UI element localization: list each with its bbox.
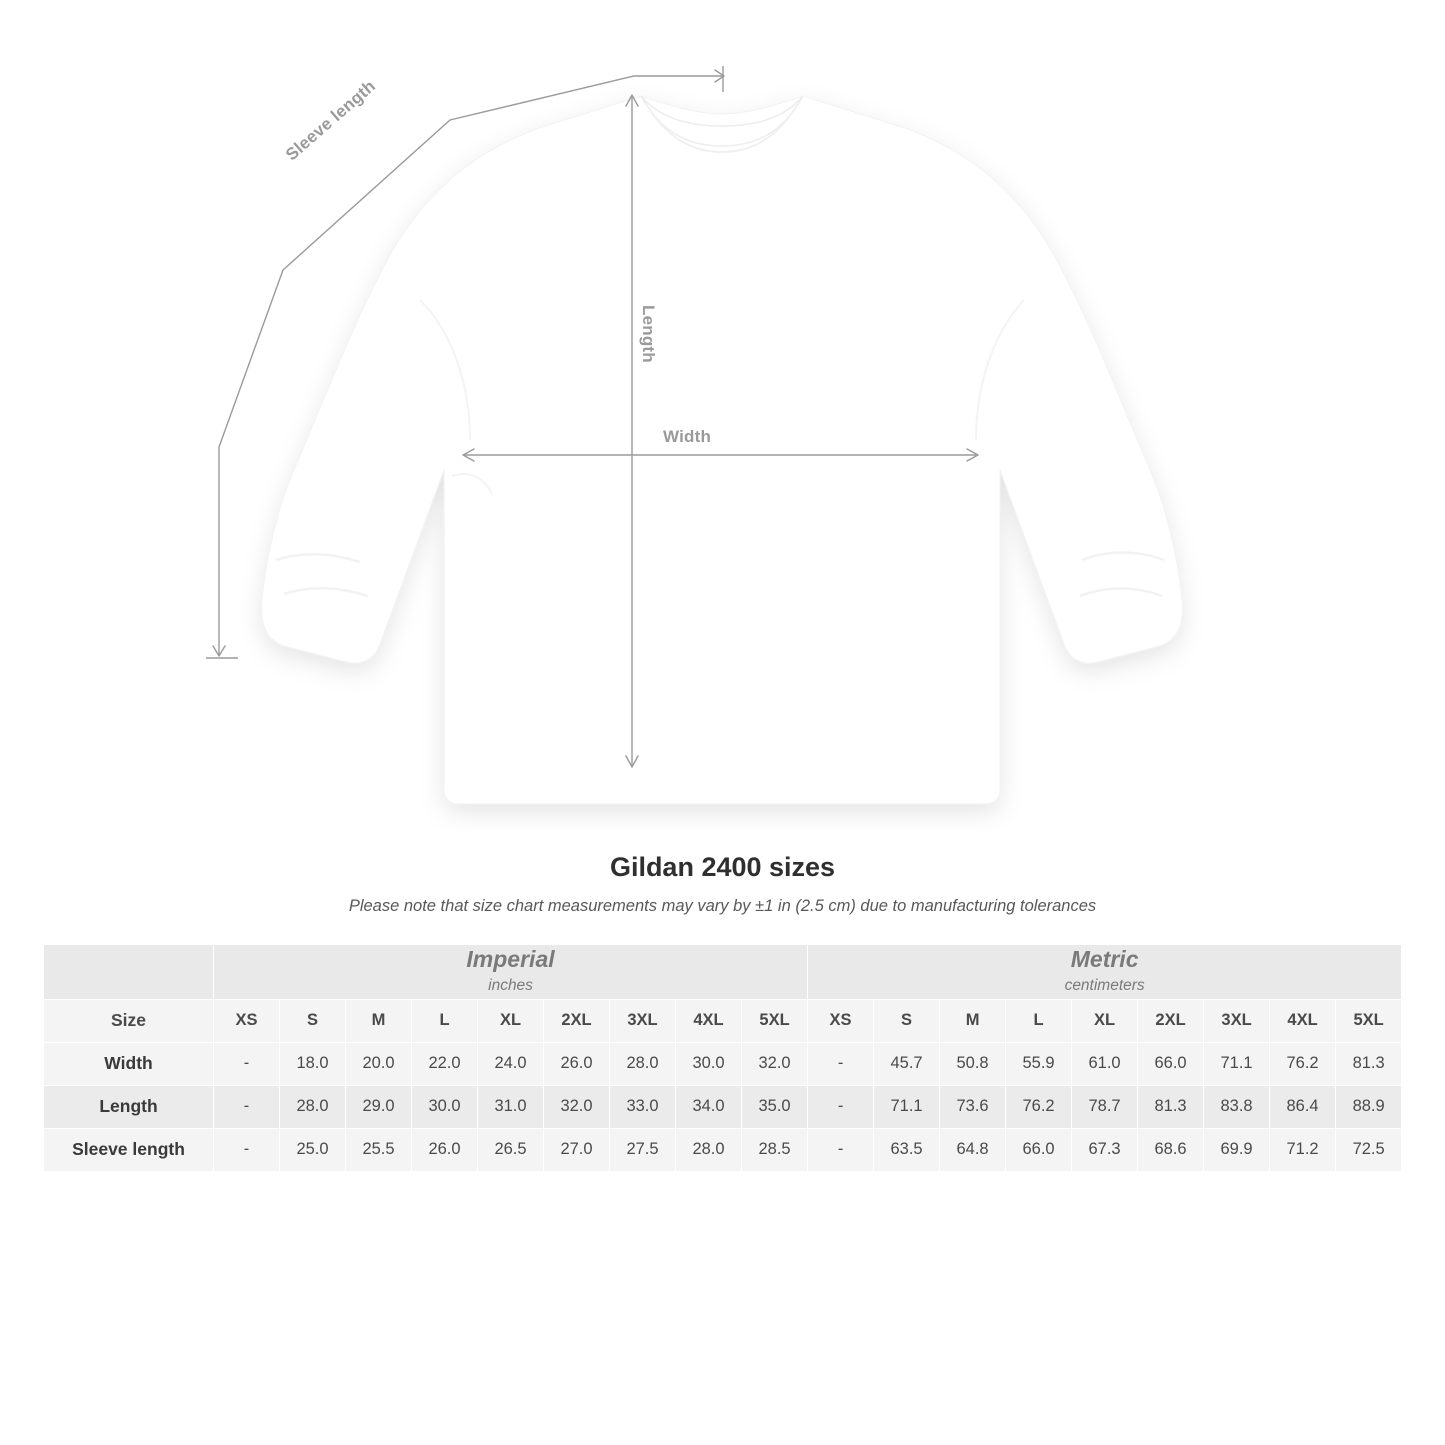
col-header-metric-xl: XL	[1072, 999, 1138, 1042]
cell-width-imperial-xl: 24.0	[478, 1042, 544, 1085]
cell-length-metric-l: 76.2	[1006, 1085, 1072, 1128]
col-header-imperial-xl: XL	[478, 999, 544, 1042]
cell-sleeve-metric-5xl: 72.5	[1336, 1128, 1402, 1171]
cell-width-imperial-xs: -	[214, 1042, 280, 1085]
col-header-metric-3xl: 3XL	[1204, 999, 1270, 1042]
cell-length-metric-m: 73.6	[940, 1085, 1006, 1128]
cell-width-metric-3xl: 71.1	[1204, 1042, 1270, 1085]
size-table-wrapper	[43, 944, 1402, 1172]
cell-sleeve-imperial-3xl: 27.5	[610, 1128, 676, 1171]
col-header-metric-4xl: 4XL	[1270, 999, 1336, 1042]
cell-sleeve-imperial-5xl: 28.5	[742, 1128, 808, 1171]
cell-width-metric-s: 45.7	[874, 1042, 940, 1085]
cell-length-metric-xs: -	[808, 1085, 874, 1128]
cell-width-metric-2xl: 66.0	[1138, 1042, 1204, 1085]
col-header-imperial-s: S	[280, 999, 346, 1042]
cell-width-metric-xs: -	[808, 1042, 874, 1085]
col-header-imperial-2xl: 2XL	[544, 999, 610, 1042]
cell-sleeve-imperial-xl: 26.5	[478, 1128, 544, 1171]
col-header-metric-m: M	[940, 999, 1006, 1042]
cell-length-metric-3xl: 83.8	[1204, 1085, 1270, 1128]
cell-sleeve-metric-2xl: 68.6	[1138, 1128, 1204, 1171]
cell-length-imperial-4xl: 34.0	[676, 1085, 742, 1128]
col-header-imperial-3xl: 3XL	[610, 999, 676, 1042]
cell-width-imperial-5xl: 32.0	[742, 1042, 808, 1085]
cell-length-metric-5xl: 88.9	[1336, 1085, 1402, 1128]
table-row	[44, 1085, 1402, 1128]
cell-sleeve-imperial-4xl: 28.0	[676, 1128, 742, 1171]
page-title: Gildan 2400 sizes	[609, 852, 836, 882]
cell-width-metric-5xl: 81.3	[1336, 1042, 1402, 1085]
length-label: Length	[639, 305, 658, 363]
sleeve-length-label: Sleeve length	[282, 76, 380, 165]
cell-sleeve-metric-xs: -	[808, 1128, 874, 1171]
cell-length-imperial-s: 28.0	[280, 1085, 346, 1128]
col-header-metric-2xl: 2XL	[1138, 999, 1204, 1042]
cell-length-imperial-xs: -	[214, 1085, 280, 1128]
cell-width-metric-xl: 61.0	[1072, 1042, 1138, 1085]
cell-sleeve-imperial-2xl: 27.0	[544, 1128, 610, 1171]
col-header-imperial-xs: XS	[214, 999, 280, 1042]
cell-length-metric-2xl: 81.3	[1138, 1085, 1204, 1128]
cell-sleeve-metric-l: 66.0	[1006, 1128, 1072, 1171]
col-header-metric-5xl: 5XL	[1336, 999, 1402, 1042]
unit-metric	[808, 945, 1402, 1000]
cell-length-imperial-l: 30.0	[412, 1085, 478, 1128]
title-block	[0, 852, 1445, 916]
cell-length-imperial-5xl: 35.0	[742, 1085, 808, 1128]
row-header-sleeve-length: Sleeve length	[44, 1128, 214, 1171]
cell-sleeve-imperial-s: 25.0	[280, 1128, 346, 1171]
shirt-shape	[262, 96, 1183, 804]
width-label: Width	[663, 427, 712, 446]
cell-length-metric-4xl: 86.4	[1270, 1085, 1336, 1128]
cell-width-imperial-m: 20.0	[346, 1042, 412, 1085]
cell-width-imperial-s: 18.0	[280, 1042, 346, 1085]
cell-sleeve-metric-s: 63.5	[874, 1128, 940, 1171]
cell-sleeve-metric-3xl: 69.9	[1204, 1128, 1270, 1171]
cell-width-metric-l: 55.9	[1006, 1042, 1072, 1085]
cell-length-imperial-3xl: 33.0	[610, 1085, 676, 1128]
cell-width-imperial-4xl: 30.0	[676, 1042, 742, 1085]
cell-sleeve-metric-xl: 67.3	[1072, 1128, 1138, 1171]
cell-length-imperial-2xl: 32.0	[544, 1085, 610, 1128]
col-header-metric-s: S	[874, 999, 940, 1042]
unit-metric-name: Metric	[1070, 946, 1139, 972]
column-header-size: Size	[44, 999, 214, 1042]
cell-sleeve-imperial-l: 26.0	[412, 1128, 478, 1171]
cell-sleeve-imperial-m: 25.5	[346, 1128, 412, 1171]
cell-length-metric-s: 71.1	[874, 1085, 940, 1128]
cell-sleeve-metric-m: 64.8	[940, 1128, 1006, 1171]
cell-width-imperial-l: 22.0	[412, 1042, 478, 1085]
unit-imperial-name: Imperial	[466, 946, 555, 972]
col-header-imperial-4xl: 4XL	[676, 999, 742, 1042]
unit-imperial	[214, 945, 808, 1000]
cell-width-metric-4xl: 76.2	[1270, 1042, 1336, 1085]
size-table	[43, 944, 1402, 1172]
unit-imperial-sub: inches	[488, 976, 533, 994]
unit-spacer	[44, 945, 214, 1000]
cell-length-imperial-xl: 31.0	[478, 1085, 544, 1128]
cell-width-imperial-2xl: 26.0	[544, 1042, 610, 1085]
size-header-row	[44, 999, 1402, 1042]
table-row	[44, 1042, 1402, 1085]
col-header-imperial-m: M	[346, 999, 412, 1042]
cell-length-imperial-m: 29.0	[346, 1085, 412, 1128]
col-header-metric-l: L	[1006, 999, 1072, 1042]
col-header-imperial-5xl: 5XL	[742, 999, 808, 1042]
cell-length-metric-xl: 78.7	[1072, 1085, 1138, 1128]
cell-sleeve-imperial-xs: -	[214, 1128, 280, 1171]
col-header-imperial-l: L	[412, 999, 478, 1042]
tolerance-note: Please note that size chart measurements may vary by ±1 in (2.5 cm) due to manufacturing tolerances	[348, 897, 1097, 915]
cell-sleeve-metric-4xl: 71.2	[1270, 1128, 1336, 1171]
table-row	[44, 1128, 1402, 1171]
row-header-width: Width	[44, 1042, 214, 1085]
cell-width-metric-m: 50.8	[940, 1042, 1006, 1085]
row-header-length: Length	[44, 1085, 214, 1128]
cell-width-imperial-3xl: 28.0	[610, 1042, 676, 1085]
unit-metric-sub: centimeters	[1064, 976, 1145, 994]
unit-header-row	[44, 945, 1402, 1000]
col-header-metric-xs: XS	[808, 999, 874, 1042]
